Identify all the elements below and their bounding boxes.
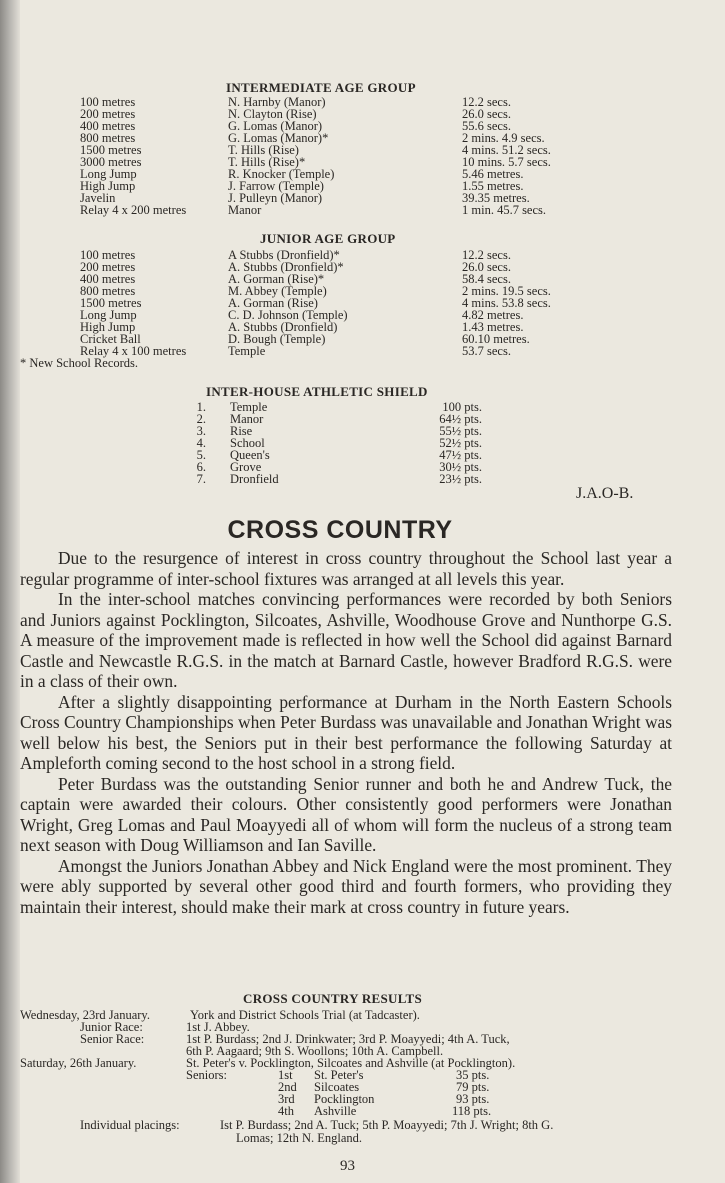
points-cell: 47½ pts. [439, 448, 482, 462]
event-cell: Cricket Ball [80, 332, 141, 346]
result-cell: 4 mins. 51.2 secs. [462, 143, 551, 157]
junior-title: JUNIOR AGE GROUP [260, 231, 396, 246]
fixture-date: Saturday, 26th January. [20, 1056, 137, 1070]
athlete-cell: N. Harnby (Manor) [228, 95, 326, 109]
race-label: Seniors: [186, 1068, 227, 1082]
intermediate-title: INTERMEDIATE AGE GROUP [226, 80, 416, 95]
section-heading: CROSS COUNTRY [227, 516, 453, 544]
result-cell: 55.6 secs. [462, 119, 511, 133]
event-cell: 1500 metres [80, 143, 142, 157]
article-body [20, 548, 672, 917]
result-cell: 4 mins. 53.8 secs. [462, 296, 551, 310]
fixture-event: St. Peter's v. Pocklington, Silcoates and Ashville (at Pocklington). [186, 1056, 516, 1070]
result-cell: 60.10 metres. [462, 332, 530, 346]
athlete-cell: A. Stubbs (Dronfield) [228, 320, 338, 334]
result-cell: 2 mins. 19.5 secs. [462, 284, 551, 298]
house-cell: School [230, 436, 265, 450]
race-result: Ist P. Burdass; 2nd A. Tuck; 5th P. Moayyedi; 7th J. Wright; 8th G. [220, 1118, 554, 1132]
athlete-cell: Temple [228, 344, 266, 358]
paragraph: In the inter-school matches convincing performances were recorded by both Seniors and Juniors against Pocklington, Silcoates, Ashville, Woodhouse Grove and Nunthorpe G.S. A measure of the improvement made is reflected in how well the School did against Barnard Castle and Newcastle R.G.S. in the match at Barnard Castle, however Bradford R.G.S. were in a class of their own. [20, 589, 672, 691]
event-cell: 200 metres [80, 107, 136, 121]
points-cell: 23½ pts. [439, 472, 482, 486]
placing-points: 118 pts. [452, 1104, 492, 1118]
race-result: Lomas; 12th N. England. [236, 1131, 363, 1145]
fixture-date: Wednesday, 23rd January. [20, 1008, 150, 1022]
fixture-event: York and District Schools Trial (at Tadcaster). [190, 1008, 420, 1022]
athlete-cell: T. Hills (Rise)* [228, 155, 306, 169]
rank-cell: 4. [196, 436, 206, 450]
placing-position: 3rd [278, 1092, 295, 1106]
author-initials: J.A.O-B. [576, 485, 634, 502]
event-cell: 100 metres [80, 95, 136, 109]
event-cell: 800 metres [80, 284, 136, 298]
points-cell: 64½ pts. [439, 412, 482, 426]
result-cell: 39.35 metres. [462, 191, 530, 205]
result-cell: 53.7 secs. [462, 344, 511, 358]
event-cell: 100 metres [80, 248, 136, 262]
placing-school: Pocklington [314, 1092, 375, 1106]
house-cell: Grove [230, 460, 262, 474]
points-cell: 100 pts. [442, 400, 482, 414]
rank-cell: 1. [196, 400, 206, 414]
result-cell: 58.4 secs. [462, 272, 511, 286]
athlete-cell: A. Stubbs (Dronfield)* [228, 260, 344, 274]
result-cell: 5.46 metres. [462, 167, 524, 181]
paragraph: Peter Burdass was the outstanding Senior runner and both he and Andrew Tuck, the captain were awarded their colours. Other consistently good performers were Jonathan Wright, Greg Lomas and Paul Moayyedi all of whom will form the nucleus of a strong team next season with Doug Williamson and Ian Saville. [20, 773, 672, 855]
athlete-cell: M. Abbey (Temple) [228, 284, 327, 298]
athlete-cell: R. Knocker (Temple) [228, 167, 335, 181]
result-cell: 10 mins. 5.7 secs. [462, 155, 551, 169]
result-cell: 26.0 secs. [462, 107, 511, 121]
result-cell: 2 mins. 4.9 secs. [462, 131, 545, 145]
event-cell: 200 metres [80, 260, 136, 274]
athlete-cell: A. Gorman (Rise)* [228, 272, 325, 286]
event-cell: 1500 metres [80, 296, 142, 310]
paragraph: Due to the resurgence of interest in cross country throughout the School last year a regular programme of inter-school fixtures was arranged at all levels this year. [20, 548, 672, 589]
result-cell: 4.82 metres. [462, 308, 524, 322]
points-cell: 52½ pts. [439, 436, 482, 450]
placing-points: 79 pts. [456, 1080, 490, 1094]
paragraph: Amongst the Juniors Jonathan Abbey and Nick England were the most prominent. They were ably supported by several other good third and fourth formers, who providing they maintain their interest, should make their mark at cross country in future years. [20, 855, 672, 917]
rank-cell: 3. [196, 424, 206, 438]
event-cell: Long Jump [80, 167, 137, 181]
race-result: 6th P. Aagaard; 9th S. Woollons; 10th A. Campbell. [186, 1044, 444, 1058]
race-label: Junior Race: [80, 1020, 143, 1034]
rank-cell: 5. [196, 448, 206, 462]
page-number: 93 [340, 1158, 355, 1174]
placing-points: 35 pts. [456, 1068, 490, 1082]
athlete-cell: Manor [228, 203, 262, 217]
rank-cell: 6. [196, 460, 206, 474]
placing-school: Ashville [314, 1104, 357, 1118]
athlete-cell: N. Clayton (Rise) [228, 107, 317, 121]
event-cell: 400 metres [80, 272, 136, 286]
shield-title: INTER-HOUSE ATHLETIC SHIELD [206, 384, 428, 399]
event-cell: Relay 4 x 200 metres [80, 203, 187, 217]
rank-cell: 7. [196, 472, 206, 486]
points-cell: 55½ pts. [439, 424, 482, 438]
event-cell: Relay 4 x 100 metres [80, 344, 187, 358]
result-cell: 26.0 secs. [462, 260, 511, 274]
event-cell: High Jump [80, 179, 136, 193]
placing-points: 93 pts. [456, 1092, 490, 1106]
records-note: * New School Records. [20, 356, 139, 370]
athlete-cell: J. Pulleyn (Manor) [228, 191, 323, 205]
house-cell: Manor [230, 412, 264, 426]
rank-cell: 2. [196, 412, 206, 426]
event-cell: High Jump [80, 320, 136, 334]
result-cell: 1.55 metres. [462, 179, 524, 193]
athlete-cell: T. Hills (Rise) [228, 143, 299, 157]
event-cell: Long Jump [80, 308, 137, 322]
points-cell: 30½ pts. [439, 460, 482, 474]
house-cell: Dronfield [230, 472, 279, 486]
result-cell: 1.43 metres. [462, 320, 524, 334]
event-cell: 400 metres [80, 119, 136, 133]
athlete-cell: A Stubbs (Dronfield)* [228, 248, 340, 262]
result-cell: 1 min. 45.7 secs. [462, 203, 547, 217]
race-result: 1st P. Burdass; 2nd J. Drinkwater; 3rd P. Moayyedi; 4th A. Tuck, [186, 1032, 510, 1046]
paragraph: After a slightly disappointing performance at Durham in the North Eastern Schools Cross Country Championships when Peter Burdass was unavailable and Jonathan Wright was well below his best, the Seniors put in their best performance the following Saturday at Ampleforth coming second to the host school in a strong field. [20, 691, 672, 773]
placing-position: 4th [278, 1104, 294, 1118]
placing-school: Silcoates [314, 1080, 360, 1094]
athlete-cell: G. Lomas (Manor)* [228, 131, 329, 145]
athlete-cell: J. Farrow (Temple) [228, 179, 324, 193]
result-cell: 12.2 secs. [462, 248, 511, 262]
athlete-cell: G. Lomas (Manor) [228, 119, 323, 133]
athlete-cell: D. Bough (Temple) [228, 332, 326, 346]
event-cell: 3000 metres [80, 155, 142, 169]
house-cell: Temple [230, 400, 268, 414]
result-cell: 12.2 secs. [462, 95, 511, 109]
race-label: Individual placings: [80, 1118, 180, 1132]
placing-position: 2nd [278, 1080, 297, 1094]
placing-position: 1st [278, 1068, 293, 1082]
placing-school: St. Peter's [314, 1068, 364, 1082]
race-result: 1st J. Abbey. [186, 1020, 250, 1034]
house-cell: Rise [230, 424, 253, 438]
athlete-cell: A. Gorman (Rise) [228, 296, 318, 310]
house-cell: Queen's [230, 448, 270, 462]
race-label: Senior Race: [80, 1032, 145, 1046]
event-cell: 800 metres [80, 131, 136, 145]
event-cell: Javelin [80, 191, 116, 205]
results-title: CROSS COUNTRY RESULTS [243, 991, 422, 1006]
athlete-cell: C. D. Johnson (Temple) [228, 308, 348, 322]
